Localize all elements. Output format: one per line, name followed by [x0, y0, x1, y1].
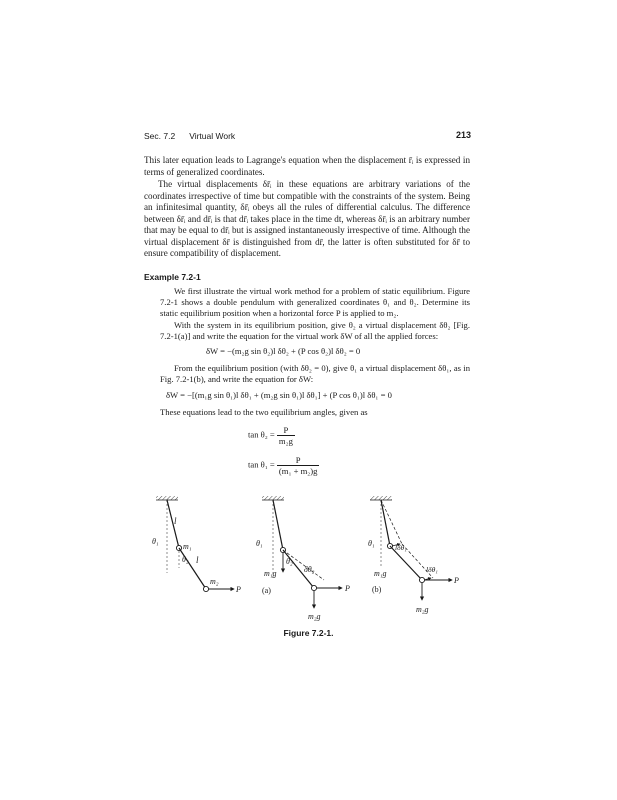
section-label [144, 131, 235, 141]
weight-label-m2g: m₂g [416, 605, 429, 614]
displacement-label-lower: lδθ₁ [426, 565, 438, 574]
fraction-denominator: (m₁ + m₂)g [278, 466, 318, 476]
length-label-lower: l [196, 555, 199, 565]
subfigure-label-b: (b) [372, 585, 382, 594]
angle-label-theta1: θ₁ [256, 539, 263, 548]
weight-label-m1g: m₁g [264, 569, 277, 578]
mass-m2 [311, 585, 316, 590]
force-label-p: P [454, 576, 459, 585]
displaced-upper-rod [381, 500, 402, 544]
equation-lhs: tan θ₁ = [248, 459, 275, 470]
example-paragraph-3: From the equilibrium position (with δθ₂ = 0), give θ₁ a virtual displacement δθ₁, as in Fig. 7.2-1(b), and write the equation for δW: [160, 363, 470, 384]
equation-lhs: tan θ₂ = [248, 429, 275, 440]
fraction-numerator: P [283, 425, 289, 435]
force-label-p: P [236, 585, 241, 594]
angle-label-theta1: θ₁ [368, 539, 375, 548]
equation-virtual-work-1: δW = −(m₂g sin θ₂)l δθ₂ + (P cos θ₂)l δθ₂ = 0 [206, 346, 361, 356]
page-header [0, 130, 617, 144]
equation-virtual-work-2: δW = −[(m₁g sin θ₁)l δθ₁ + (m₂g sin θ₁)l δθ₁] + (P cos θ₁)l δθ₁ = 0 [166, 390, 392, 400]
pendulum-diagram-left [152, 496, 241, 594]
length-label-upper: l [174, 516, 177, 526]
paragraph-intro: This later equation leads to Lagrange's equation when the displacement r̄ᵢ is expressed in terms of generalized coordinates. [144, 155, 470, 177]
fraction [277, 425, 295, 446]
angle-label-theta2: θ₂ [286, 557, 293, 566]
mass-label-m1: m₁ [183, 542, 192, 551]
example-paragraph-4: These equations lead to the two equilibrium angles, given as [160, 407, 368, 417]
figure-double-pendulum [0, 488, 617, 628]
angle-label-theta2: θ₂ [182, 555, 189, 564]
mass-m2 [419, 577, 424, 582]
upper-rod [167, 500, 179, 548]
equation-tan-theta2 [248, 425, 295, 446]
fraction [277, 455, 320, 476]
displacement-label-upper: lδθ₁ [395, 543, 407, 552]
mass-m2 [203, 586, 208, 591]
angle-label-theta1: θ₁ [152, 537, 159, 546]
example-paragraph-2: With the system in its equilibrium position, give θ₂ a virtual displacement δθ₂ [Fig. 7.2-1(a)] and write the equation for the virtual work δW of all the applied forces: [160, 320, 470, 341]
mass-label-m2: m₂ [210, 577, 219, 586]
fraction-numerator: P [295, 455, 301, 465]
fraction-denominator: m₂g [278, 436, 293, 446]
equation-tan-theta1 [248, 455, 319, 476]
example-title: Example 7.2-1 [144, 272, 201, 282]
page-number: 213 [456, 130, 472, 140]
ceiling-support [370, 496, 392, 500]
subfigure-label-a: (a) [262, 586, 271, 595]
ceiling-support [262, 496, 284, 500]
figure-caption: Figure 7.2-1. [283, 628, 334, 638]
upper-rod [381, 500, 390, 546]
section-title: Virtual Work [189, 131, 236, 141]
pendulum-diagram-b [368, 496, 459, 614]
section-number: Sec. 7.2 [144, 131, 176, 141]
pendulum-diagram-a [256, 496, 350, 621]
virtual-angle-label: δθ₂ [304, 565, 315, 574]
force-label-p: P [345, 584, 350, 593]
paragraph-virtual-displacements: The virtual displacements δr̄ᵢ in these equations are arbitrary variations of the coordinates irrespective of time but compatible with the constraints of the system. Being an infinitesimal quantity, δr̄ᵢ obeys all the rules of differential calculus. The difference between δr̄ᵢ and dr̄ᵢ is that dr̄ᵢ takes place in the time dt, whereas δr̄ᵢ is an arbitrary number that may be equal to dr̄ᵢ but is assigned instantaneously irrespective of time. Although the virtual displacement δr̄ is distinguished from dr̄, the latter is often substituted for δr̄ to ensure compatibility of displacement. [144, 179, 470, 258]
upper-rod [273, 500, 283, 550]
ceiling-support [156, 496, 178, 500]
weight-label-m1g: m₁g [374, 569, 387, 578]
weight-label-m2g: m₂g [308, 612, 321, 621]
example-paragraph-1: We first illustrate the virtual work method for a problem of static equilibrium. Figure 7.2-1 shows a double pendulum with generalized coordinates θ₁ and θ₂. Determine its static equilibrium position when a horizontal force P is applied to m₂. [160, 286, 470, 318]
